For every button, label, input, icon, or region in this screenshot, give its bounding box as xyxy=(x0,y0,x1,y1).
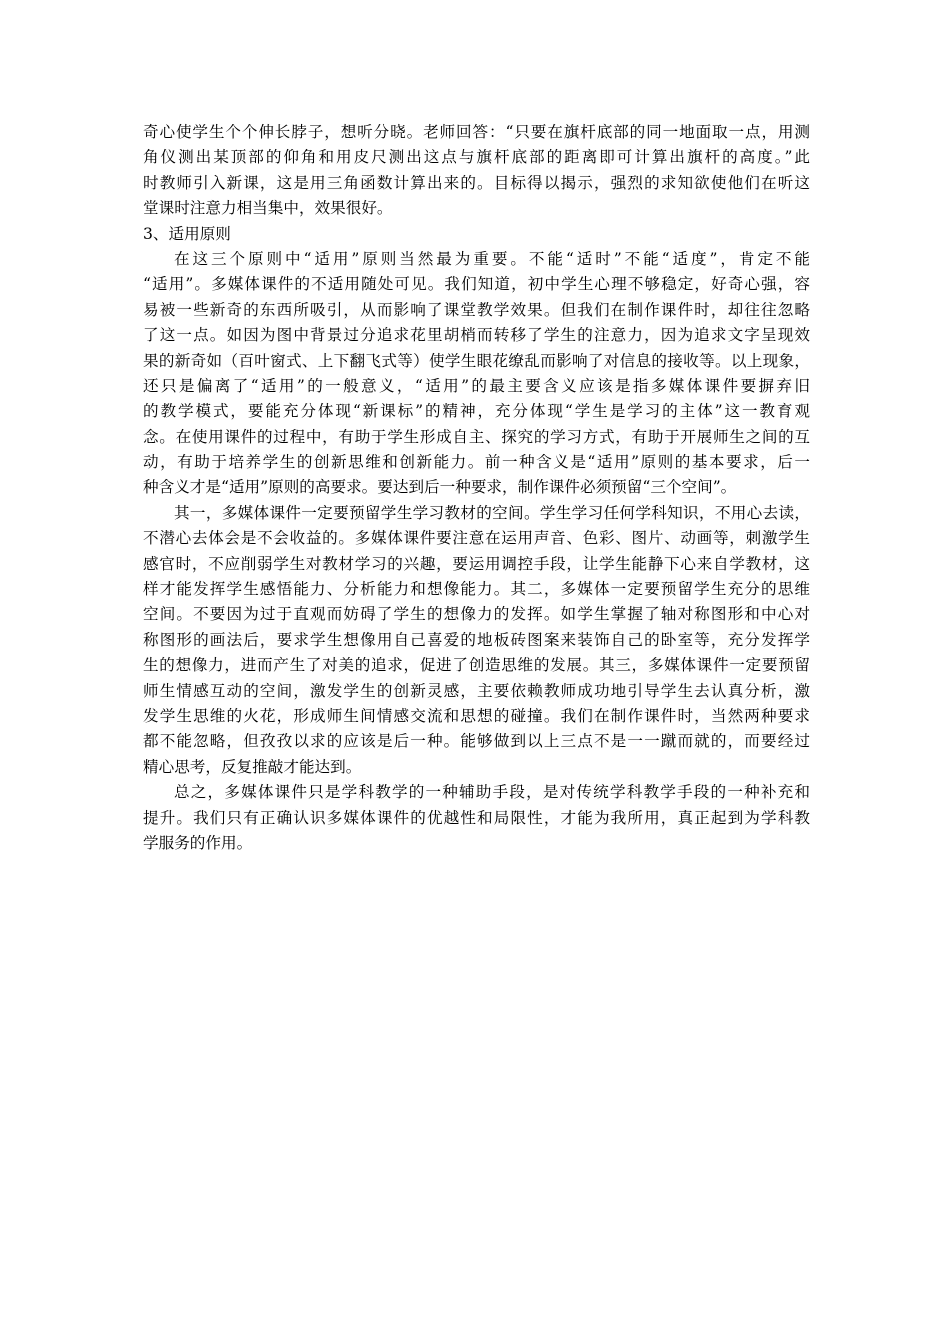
text-line: 其一，多媒体课件一定要预留学生学习教材的空间。学生学习任何学科知识，不用心去读， xyxy=(174,503,810,522)
paragraph-three-spaces xyxy=(143,501,810,780)
paragraph-applicable-principle xyxy=(143,247,810,501)
text-line: 的教学模式，要能充分体现“新课标”的精神，充分体现“学生是学习的主体”这一教育观 xyxy=(143,402,810,421)
text-line: 角仪测出某顶部的仰角和用皮尺测出这点与旗杆底部的距离即可计算出旗杆的高度。”此 xyxy=(143,148,810,167)
document-body xyxy=(143,120,810,856)
text-line: 时教师引入新课，这是用三角函数计算出来的。目标得以揭示，强烈的求知欲使他们在听这 xyxy=(143,173,810,192)
text-line: 生的想像力，进而产生了对美的追求，促进了创造思维的发展。其三，多媒体课件一定要预留 xyxy=(143,656,810,675)
text-line: 样才能发挥学生感悟能力、分析能力和想像能力。其二，多媒体一定要预留学生充分的思维 xyxy=(143,580,810,599)
text-line: 发学生思维的火花，形成师生间情感交流和思想的碰撞。我们在制作课件时，当然两种要求 xyxy=(143,706,810,725)
text-line: 提升。我们只有正确认识多媒体课件的优越性和局限性，才能为我所用，真正起到为学科教 xyxy=(143,808,810,827)
text-line: 还只是偏离了“适用”的一般意义，“适用”的最主要含义应该是指多媒体课件要摒弃旧 xyxy=(143,376,810,395)
text-line: 了这一点。如因为图中背景过分追求花里胡梢而转移了学生的注意力，因为追求文字呈现效 xyxy=(143,326,810,345)
text-line: 易被一些新奇的东西所吸引，从而影响了课堂教学效果。但我们在制作课件时，却往往忽略 xyxy=(143,300,810,319)
text-line: 精心思考，反复推敲才能达到。 xyxy=(143,757,362,776)
text-line: 念。在使用课件的过程中，有助于学生形成自主、探究的学习方式，有助于开展师生之间的互 xyxy=(143,427,810,446)
text-line: 果的新奇如（百叶窗式、上下翻飞式等）使学生眼花缭乱而影响了对信息的接收等。以上现象， xyxy=(143,351,810,370)
text-line: 学服务的作用。 xyxy=(143,833,253,852)
section-heading xyxy=(143,222,810,247)
text-line: 称图形的画法后，要求学生想像用自己喜爱的地板砖图案来装饰自己的卧室等，充分发挥学 xyxy=(143,630,810,649)
text-line: 空间。不要因为过于直观而妨碍了学生的想像力的发挥。如学生掌握了轴对称图形和中心对 xyxy=(143,605,810,624)
paragraph-continuation xyxy=(143,120,810,222)
text-line: 都不能忽略，但孜孜以求的应该是后一种。能够做到以上三点不是一一蹴而就的，而要经过 xyxy=(143,732,810,751)
text-line: 不潜心去体会是不会收益的。多媒体课件要注意在运用声音、色彩、图片、动画等，刺激学生 xyxy=(143,529,810,548)
text-line: “适用”。多媒体课件的不适用随处可见。我们知道，初中学生心理不够稳定，好奇心强，容 xyxy=(143,275,810,294)
paragraph-conclusion xyxy=(143,780,810,856)
text-line: 师生情感互动的空间，激发学生的创新灵感，主要依赖教师成功地引导学生去认真分析，激 xyxy=(143,681,810,700)
text-line: 总之，多媒体课件只是学科教学的一种辅助手段，是对传统学科教学手段的一种补充和 xyxy=(174,783,810,802)
text-line: 种含义才是“适用”原则的高要求。要达到后一种要求，制作课件必须预留“三个空间”。 xyxy=(143,478,737,497)
text-line: 在这三个原则中“适用”原则当然最为重要。不能“适时”不能“适度”，肯定不能 xyxy=(174,249,810,268)
text-line: 堂课时注意力相当集中，效果很好。 xyxy=(143,199,393,218)
heading-text: 3、适用原则 xyxy=(143,224,231,243)
text-line: 感官时，不应削弱学生对教材学习的兴趣，要运用调控手段，让学生能静下心来自学教材，这 xyxy=(143,554,810,573)
text-line: 动，有助于培养学生的创新思维和创新能力。前一种含义是“适用”原则的基本要求，后一 xyxy=(143,453,810,472)
text-line: 奇心使学生个个伸长脖子，想听分晓。老师回答：“只要在旗杆底部的同一地面取一点，用测 xyxy=(143,123,810,141)
